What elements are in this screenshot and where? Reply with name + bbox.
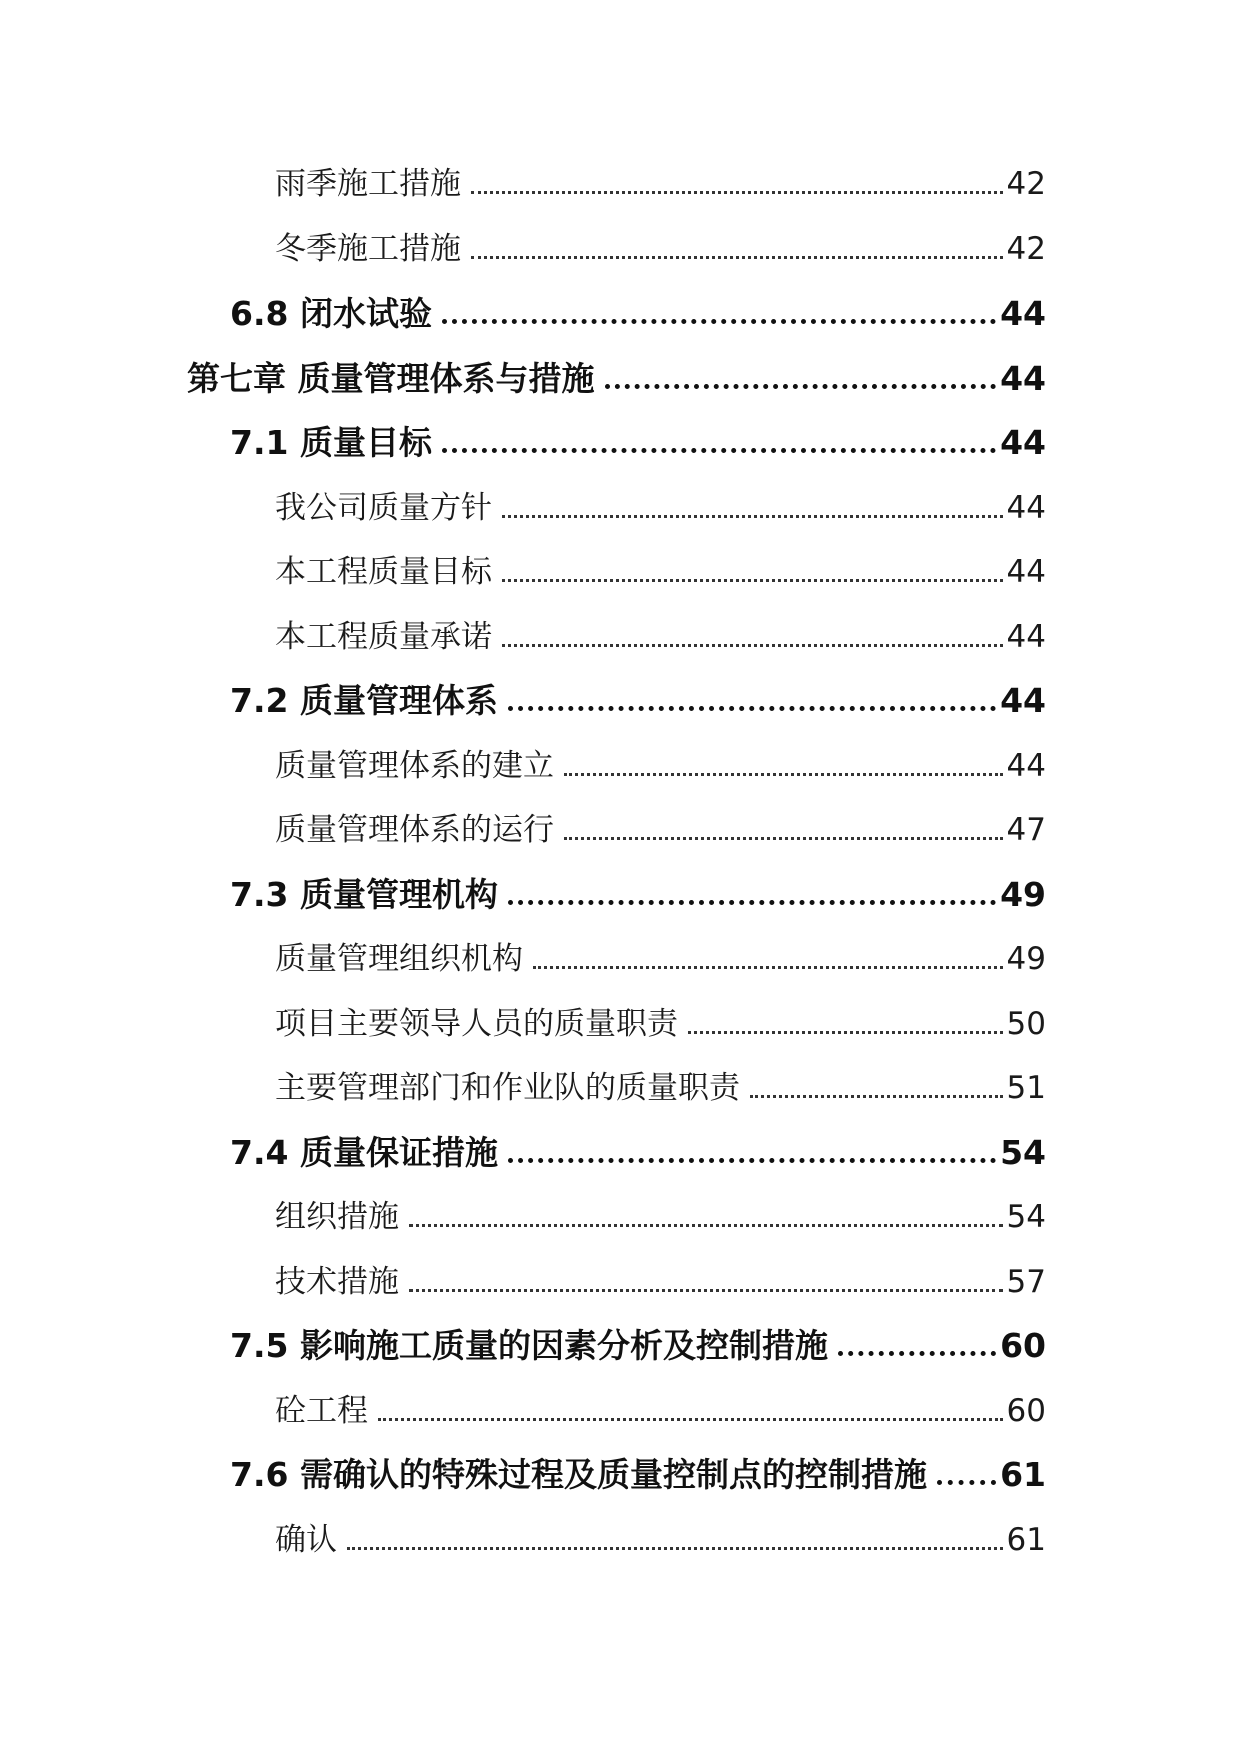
toc-entry-page: 54 <box>1006 1199 1046 1235</box>
toc-entry-page: 44 <box>1006 619 1046 655</box>
toc-dot-leader <box>838 1351 996 1356</box>
toc-dot-leader <box>533 966 1003 969</box>
toc-entry-page: 51 <box>1006 1070 1046 1106</box>
toc-dot-leader <box>564 837 1003 840</box>
toc-entry[interactable] <box>275 225 1046 265</box>
toc-entry-page: 44 <box>1006 748 1046 784</box>
toc-entry[interactable] <box>230 290 1046 333</box>
toc-entry[interactable] <box>275 484 1046 524</box>
toc-entry[interactable] <box>187 355 1046 398</box>
toc-entry-title: 冬季施工措施 <box>275 231 461 267</box>
toc-entry-page: 42 <box>1006 166 1046 202</box>
toc-entry-title: 项目主要领导人员的质量职责 <box>275 1006 678 1042</box>
toc-entry-page: 42 <box>1006 231 1046 267</box>
toc-dot-leader <box>937 1480 996 1485</box>
toc-entry[interactable] <box>230 677 1046 720</box>
toc-entry[interactable] <box>275 1193 1046 1233</box>
toc-entry[interactable] <box>230 871 1046 914</box>
toc-entry[interactable] <box>275 1064 1046 1104</box>
toc-entry-page: 44 <box>1006 490 1046 526</box>
toc-dot-leader <box>471 256 1003 259</box>
toc-dot-leader <box>409 1224 1003 1227</box>
toc-entry-page: 44 <box>1006 554 1046 590</box>
toc-entry-page: 60 <box>1000 1326 1046 1365</box>
toc-entry-title: 7.5 影响施工质量的因素分析及控制措施 <box>230 1326 828 1365</box>
toc-entry-title: 7.6 需确认的特殊过程及质量控制点的控制措施 <box>230 1455 927 1494</box>
toc-entry-title: 组织措施 <box>275 1199 399 1235</box>
toc-dot-leader <box>502 579 1003 582</box>
toc-entry-title: 质量管理体系的建立 <box>275 748 554 784</box>
toc-entry[interactable] <box>275 1516 1046 1556</box>
toc-entry-title: 我公司质量方针 <box>275 490 492 526</box>
toc-entry-page: 47 <box>1006 812 1046 848</box>
toc-dot-leader <box>442 319 996 324</box>
toc-entry-page: 57 <box>1006 1264 1046 1300</box>
toc-entry-title: 第七章 质量管理体系与措施 <box>187 359 595 398</box>
toc-entry-page: 44 <box>1000 359 1046 398</box>
toc-entry-page: 61 <box>1000 1455 1046 1494</box>
toc-dot-leader <box>688 1031 1003 1034</box>
toc-entry-page: 60 <box>1006 1393 1046 1429</box>
toc-entry-page: 49 <box>1000 875 1046 914</box>
toc-entry[interactable] <box>230 1322 1046 1365</box>
toc-entry-title: 6.8 闭水试验 <box>230 294 432 333</box>
toc-entry-title: 本工程质量承诺 <box>275 619 492 655</box>
toc-entry[interactable] <box>275 1258 1046 1298</box>
toc-entry-page: 44 <box>1000 294 1046 333</box>
toc-dot-leader <box>508 900 996 905</box>
toc-entry-title: 砼工程 <box>275 1393 368 1429</box>
toc-entry-page: 61 <box>1006 1522 1046 1558</box>
toc-entry-page: 50 <box>1006 1006 1046 1042</box>
toc-dot-leader <box>378 1418 1003 1421</box>
toc-entry-title: 质量管理组织机构 <box>275 941 523 977</box>
toc-entry-title: 7.4 质量保证措施 <box>230 1133 498 1172</box>
toc-dot-leader <box>502 515 1003 518</box>
toc-entry-page: 54 <box>1000 1133 1046 1172</box>
toc-entry[interactable] <box>275 935 1046 975</box>
toc-dot-leader <box>605 384 997 389</box>
toc-entry[interactable] <box>275 613 1046 653</box>
toc-dot-leader <box>409 1289 1003 1292</box>
toc-entry[interactable] <box>275 806 1046 846</box>
toc-entry[interactable] <box>275 548 1046 588</box>
toc-entry-title: 技术措施 <box>275 1264 399 1300</box>
toc-dot-leader <box>508 1158 996 1163</box>
toc-entry-title: 雨季施工措施 <box>275 166 461 202</box>
toc-entry-page: 44 <box>1000 681 1046 720</box>
toc-dot-leader <box>750 1095 1003 1098</box>
toc-entry-title: 7.1 质量目标 <box>230 423 432 462</box>
toc-entry-title: 7.2 质量管理体系 <box>230 681 498 720</box>
toc-dot-leader <box>502 644 1003 647</box>
toc-entry[interactable] <box>230 419 1046 462</box>
toc-entry-title: 质量管理体系的运行 <box>275 812 554 848</box>
toc-dot-leader <box>347 1547 1003 1550</box>
toc-dot-leader <box>564 773 1003 776</box>
toc-entry-title: 确认 <box>275 1522 337 1558</box>
toc-dot-leader <box>442 448 996 453</box>
toc-entry[interactable] <box>275 1387 1046 1427</box>
toc-entry[interactable] <box>230 1129 1046 1172</box>
toc-dot-leader <box>508 706 996 711</box>
toc-entry-title: 7.3 质量管理机构 <box>230 875 498 914</box>
toc-entry-page: 44 <box>1000 423 1046 462</box>
toc-entry[interactable] <box>230 1451 1046 1494</box>
toc-dot-leader <box>471 191 1003 194</box>
toc-entry-title: 本工程质量目标 <box>275 554 492 590</box>
toc-entry-page: 49 <box>1006 941 1046 977</box>
toc-entry[interactable] <box>275 160 1046 200</box>
toc-entry[interactable] <box>275 1000 1046 1040</box>
toc-entry[interactable] <box>275 742 1046 782</box>
toc-entry-title: 主要管理部门和作业队的质量职责 <box>275 1070 740 1106</box>
